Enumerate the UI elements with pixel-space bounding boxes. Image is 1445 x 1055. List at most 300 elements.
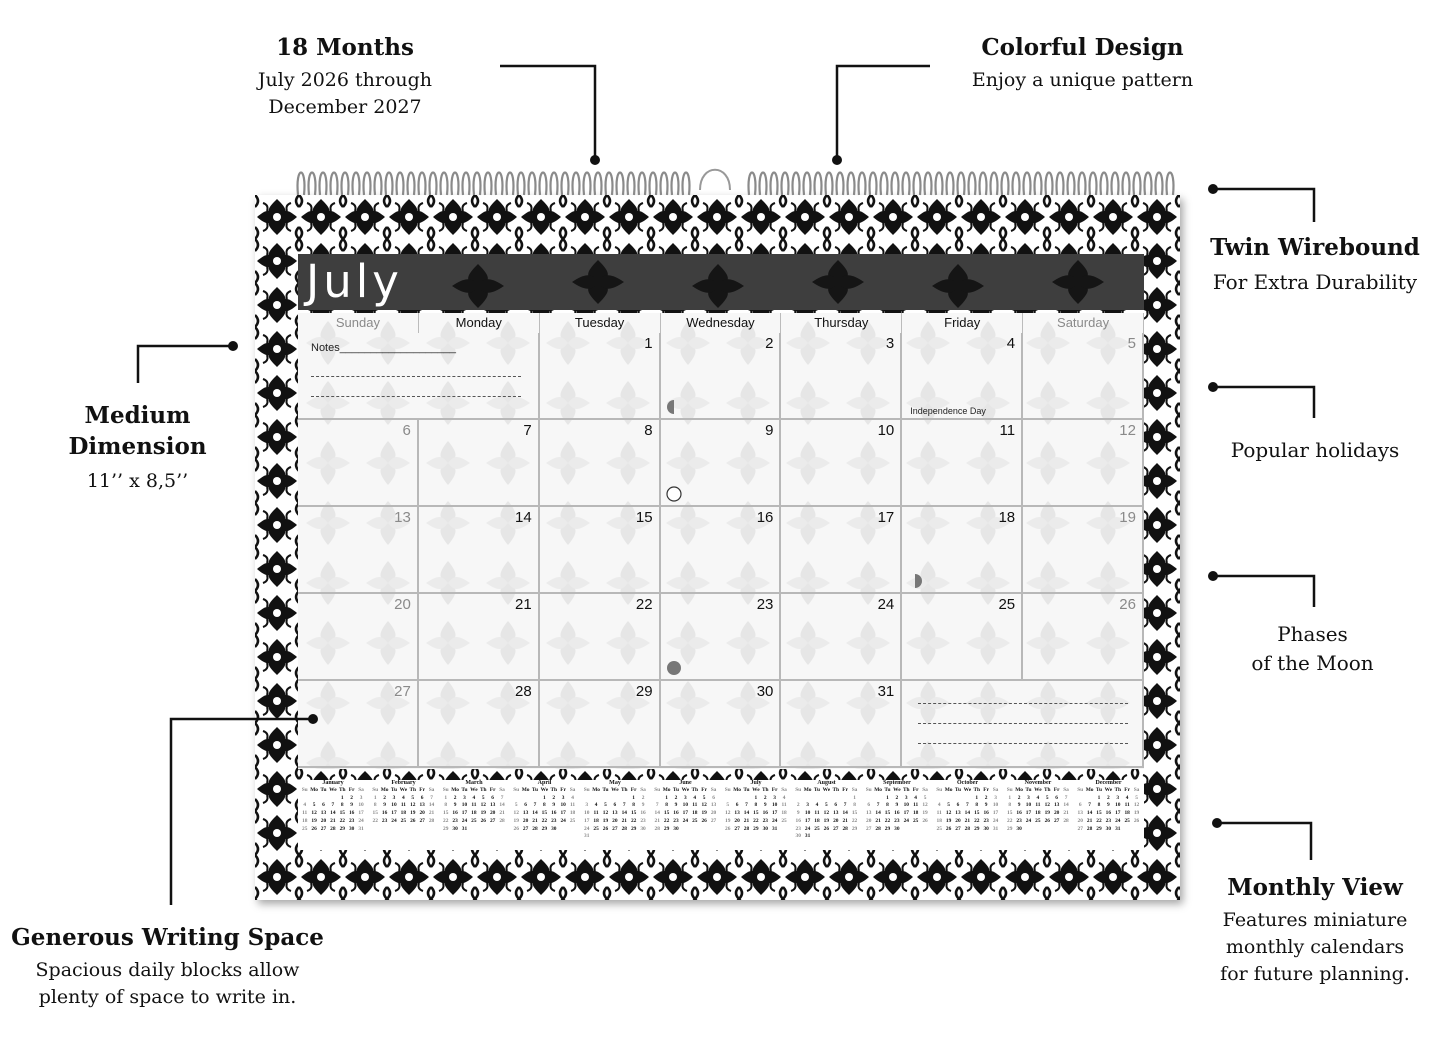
mini-day: 11 xyxy=(302,810,308,817)
mini-weekday: Fr xyxy=(348,787,355,793)
day-number: 28 xyxy=(515,683,532,700)
mini-day: 11 xyxy=(913,802,919,809)
callout-text: Spacious daily blocks allow xyxy=(35,959,300,981)
mini-day: 30 xyxy=(640,825,646,832)
weekday-header: Wednesday xyxy=(661,313,782,333)
day-number: 30 xyxy=(756,683,774,700)
day-number: 3 xyxy=(885,335,895,352)
day-cell[interactable] xyxy=(540,333,661,420)
wire-ring xyxy=(1156,173,1163,196)
mini-day xyxy=(1076,795,1085,803)
mini-day: 26 xyxy=(602,825,609,832)
mini-day: 22 xyxy=(339,817,345,824)
mini-day: 3 xyxy=(994,794,997,801)
mini-day: 18 xyxy=(912,810,919,817)
mini-calendar xyxy=(653,780,719,833)
mini-day xyxy=(1132,826,1141,834)
mini-weekday: Fr xyxy=(560,787,566,793)
callout-colorful-design xyxy=(955,34,1210,94)
mini-day: 21 xyxy=(621,817,627,824)
day-cell[interactable] xyxy=(298,507,419,594)
mini-day: 15 xyxy=(1096,810,1102,817)
mini-day: 2 xyxy=(453,794,457,801)
notes-block[interactable] xyxy=(298,333,540,420)
mini-day: 20 xyxy=(833,817,839,824)
callout-text: Popular holidays xyxy=(1230,438,1400,462)
mini-weekday: Mo xyxy=(310,787,318,793)
month-grid xyxy=(298,313,1144,769)
mini-day: 29 xyxy=(884,825,891,832)
wire-ring xyxy=(1145,173,1152,196)
mini-day: 25 xyxy=(1035,817,1041,824)
mini-day: 7 xyxy=(843,802,847,809)
mini-day: 12 xyxy=(945,810,952,817)
mini-day: 23 xyxy=(551,817,557,824)
mini-day: 12 xyxy=(513,810,519,817)
mini-day xyxy=(512,795,521,803)
mini-day: 9 xyxy=(763,802,767,809)
mini-day: 14 xyxy=(532,810,538,817)
mini-weekday: Th xyxy=(1114,787,1122,793)
mini-day: 28 xyxy=(964,825,971,832)
mini-day: 30 xyxy=(894,825,900,832)
mini-weekday: Mo xyxy=(1085,787,1094,793)
mini-calendar xyxy=(441,780,507,833)
mini-day: 21 xyxy=(875,817,881,824)
day-cell[interactable] xyxy=(419,420,540,507)
mini-day: 2 xyxy=(552,794,556,801)
mini-day: 2 xyxy=(674,794,678,801)
mini-day: 1 xyxy=(373,794,377,801)
mini-day: 23 xyxy=(894,817,900,824)
mini-calendar xyxy=(1005,780,1071,833)
day-cell[interactable] xyxy=(902,333,1023,420)
mini-day: 25 xyxy=(400,817,407,824)
mini-day: 18 xyxy=(593,817,599,824)
mini-day: 3 xyxy=(359,794,363,801)
mini-day: 2 xyxy=(984,794,988,801)
wire-ring xyxy=(936,173,943,196)
mini-weekday: We xyxy=(399,787,408,793)
day-cell[interactable] xyxy=(661,333,782,420)
moon-phase-icon xyxy=(665,659,683,677)
callout-text: for future planning. xyxy=(1220,963,1410,985)
mini-day xyxy=(732,795,741,803)
mini-day xyxy=(690,826,699,834)
mini-month-name: July xyxy=(750,780,762,786)
mini-day: 8 xyxy=(1008,802,1012,809)
mini-weekday: Tu xyxy=(531,787,539,793)
mini-day: 14 xyxy=(621,810,627,817)
mini-day: 28 xyxy=(330,825,336,832)
mini-day: 6 xyxy=(735,802,739,809)
mini-day: 31 xyxy=(804,833,811,840)
mini-weekday: We xyxy=(822,787,831,793)
day-cell[interactable] xyxy=(419,681,540,768)
day-number: 22 xyxy=(635,596,653,613)
callout-text: Features miniature xyxy=(1222,909,1408,931)
mini-day: 2 xyxy=(1107,794,1110,801)
mini-day: 11 xyxy=(471,802,477,809)
wire-ring xyxy=(1167,173,1174,196)
day-cell[interactable] xyxy=(1023,420,1144,507)
mini-weekday: We xyxy=(963,787,972,793)
mini-day: 2 xyxy=(383,794,386,801)
day-cell[interactable] xyxy=(298,420,419,507)
day-cell[interactable] xyxy=(1023,333,1144,420)
mini-day: 2 xyxy=(895,794,899,801)
mini-day: 14 xyxy=(842,810,848,817)
holiday-label: Independence Day xyxy=(910,406,986,416)
mini-day: 9 xyxy=(552,802,556,809)
mini-day: 29 xyxy=(1007,825,1013,832)
mini-day: 10 xyxy=(584,810,590,817)
day-cell[interactable] xyxy=(781,594,902,681)
wire-ring xyxy=(375,173,382,196)
mini-day: 28 xyxy=(842,825,848,832)
mini-weekday: Sa xyxy=(1133,787,1140,793)
day-cell[interactable] xyxy=(540,507,661,594)
mini-weekday: Fr xyxy=(419,787,425,793)
mini-day: 22 xyxy=(541,817,548,824)
day-number: 14 xyxy=(515,509,532,526)
wire-ring xyxy=(749,173,756,196)
wire-ring xyxy=(452,173,459,196)
mini-day: 10 xyxy=(391,802,397,809)
mini-day xyxy=(723,795,732,803)
mini-day: 5 xyxy=(312,802,316,809)
wire-ring xyxy=(518,173,525,196)
mini-weekday: Sa xyxy=(358,787,364,793)
wire-ring xyxy=(1123,173,1130,196)
day-cell[interactable] xyxy=(661,507,782,594)
mini-day: 26 xyxy=(311,825,317,832)
mini-day: 24 xyxy=(461,817,468,824)
mini-day: 31 xyxy=(1115,825,1121,832)
wire-ring xyxy=(650,173,657,196)
mini-day: 5 xyxy=(411,794,415,801)
mini-day: 27 xyxy=(419,817,425,824)
mini-weekday: Sa xyxy=(922,787,928,793)
mini-day: 15 xyxy=(851,810,858,817)
callout-title: 18 Months xyxy=(276,34,414,61)
mini-day: 10 xyxy=(771,802,778,809)
wire-ring xyxy=(958,173,965,196)
mini-day: 3 xyxy=(904,794,908,801)
mini-day: 24 xyxy=(682,817,689,824)
wire-ring xyxy=(1134,173,1141,196)
day-cell[interactable] xyxy=(781,333,902,420)
mini-day: 2 xyxy=(763,794,767,801)
mini-day: 22 xyxy=(884,817,891,824)
day-cell[interactable] xyxy=(902,420,1023,507)
mini-day: 1 xyxy=(444,794,448,801)
mini-day xyxy=(497,826,506,834)
day-number: 7 xyxy=(523,422,532,439)
mini-day: 23 xyxy=(452,817,458,824)
mini-day: 12 xyxy=(922,802,928,809)
mini-day: 2 xyxy=(641,794,645,801)
mini-day: 8 xyxy=(975,802,979,809)
mini-weekday: Fr xyxy=(701,787,707,793)
mini-day: 5 xyxy=(726,802,730,809)
notes-rule xyxy=(311,396,521,397)
day-cell[interactable] xyxy=(298,594,419,681)
mini-weekday: Mo xyxy=(592,787,600,793)
mini-day: 11 xyxy=(400,802,406,809)
day-cell[interactable] xyxy=(1023,507,1144,594)
mini-day xyxy=(840,795,849,803)
mini-day: 29 xyxy=(753,825,759,832)
mini-day: 3 xyxy=(773,794,776,801)
mini-day: 26 xyxy=(945,825,952,832)
day-cell[interactable] xyxy=(902,594,1023,681)
day-number: 1 xyxy=(644,335,653,352)
mini-day xyxy=(479,826,488,834)
moon-phase-icon xyxy=(665,485,683,503)
mini-weekday: Tu xyxy=(1095,787,1103,793)
mini-day: 18 xyxy=(400,810,407,817)
mini-day: 25 xyxy=(471,817,477,824)
mini-day: 19 xyxy=(311,817,317,824)
mini-month-name: March xyxy=(465,780,483,786)
mini-weekday: Sa xyxy=(499,787,505,793)
day-cell[interactable] xyxy=(419,507,540,594)
weekday-header: Saturday xyxy=(1023,313,1144,333)
wire-ring xyxy=(507,173,514,196)
mini-weekday: Mo xyxy=(803,787,812,793)
mini-day: 21 xyxy=(964,817,971,824)
mini-day: 21 xyxy=(743,817,750,824)
wire-ring xyxy=(617,173,624,196)
day-number: 9 xyxy=(765,422,774,439)
wire-ring xyxy=(1101,173,1108,196)
mini-day: 18 xyxy=(1035,810,1041,817)
callout-holidays xyxy=(1210,436,1420,465)
mini-day: 1 xyxy=(632,794,635,801)
mini-day: 20 xyxy=(1053,810,1060,817)
mini-day: 21 xyxy=(1063,810,1069,817)
mini-day: 1 xyxy=(754,794,758,801)
mini-day: 18 xyxy=(936,817,942,824)
header-damask xyxy=(298,254,1144,310)
day-cell[interactable] xyxy=(540,420,661,507)
mini-day xyxy=(779,826,788,834)
wire-ring xyxy=(848,173,855,196)
mini-day: 16 xyxy=(762,810,768,817)
mini-weekday: Su xyxy=(513,787,520,793)
mini-day: 16 xyxy=(348,810,355,817)
mini-day: 22 xyxy=(1096,817,1102,824)
mini-day: 2 xyxy=(1017,794,1021,801)
day-cell[interactable] xyxy=(781,507,902,594)
wire-ring xyxy=(925,173,932,196)
callout-text: plenty of space to write in. xyxy=(38,986,297,1008)
mini-weekday: We xyxy=(893,787,901,793)
mini-day: 27 xyxy=(833,825,839,832)
mini-day xyxy=(850,833,859,841)
mini-day: 4 xyxy=(472,794,476,801)
day-cell[interactable] xyxy=(661,594,782,681)
day-cell[interactable] xyxy=(298,681,419,768)
mini-day: 5 xyxy=(947,802,950,809)
mini-month-name: February xyxy=(391,780,416,786)
mini-day: 25 xyxy=(593,825,599,832)
mini-weekday: Fr xyxy=(489,787,496,793)
day-number: 5 xyxy=(1127,335,1136,352)
mini-day: 22 xyxy=(372,817,378,824)
mini-day: 6 xyxy=(867,802,871,809)
mini-day: 11 xyxy=(814,810,820,817)
mini-day: 20 xyxy=(489,810,496,817)
mini-day: 6 xyxy=(613,802,617,809)
wire-ring xyxy=(1068,173,1075,196)
mini-day: 1 xyxy=(543,794,546,801)
mini-day: 19 xyxy=(1133,810,1140,817)
day-number: 17 xyxy=(877,509,895,526)
extra-notes-block[interactable] xyxy=(902,681,1144,768)
mini-day xyxy=(699,826,708,834)
mini-day: 13 xyxy=(710,802,717,809)
mini-day: 17 xyxy=(682,810,689,817)
mini-calendar xyxy=(300,780,366,833)
wire-ring xyxy=(298,173,305,196)
mini-day: 12 xyxy=(725,810,731,817)
mini-day: 26 xyxy=(1133,817,1140,824)
mini-weekday: Th xyxy=(902,787,910,793)
day-cell[interactable] xyxy=(1023,594,1144,681)
mini-day: 4 xyxy=(571,794,574,801)
mini-weekday: Th xyxy=(973,787,981,793)
day-number: 15 xyxy=(635,509,653,526)
mini-day xyxy=(911,826,920,834)
mini-day: 25 xyxy=(302,825,308,832)
day-cell[interactable] xyxy=(661,681,782,768)
callout-text: 11’’ x 8,5’’ xyxy=(86,470,189,492)
day-cell[interactable] xyxy=(540,594,661,681)
mini-day: 19 xyxy=(480,810,486,817)
mini-day: 19 xyxy=(1044,810,1050,817)
mini-day: 5 xyxy=(1135,794,1138,801)
mini-day: 13 xyxy=(612,810,618,817)
mini-day: 20 xyxy=(419,810,425,817)
mini-day: 17 xyxy=(584,817,590,824)
mini-day: 20 xyxy=(522,817,529,824)
day-number: 6 xyxy=(402,422,411,439)
mini-day: 8 xyxy=(340,802,344,809)
mini-day xyxy=(488,826,497,834)
mini-day: 9 xyxy=(350,802,353,809)
day-cell[interactable] xyxy=(661,420,782,507)
day-number: 11 xyxy=(999,422,1016,439)
mini-weekday: Tu xyxy=(320,787,327,793)
wire-ring xyxy=(793,173,800,196)
callout-text: monthly calendars xyxy=(1225,936,1405,958)
mini-day xyxy=(568,826,577,834)
mini-day: 3 xyxy=(392,794,396,801)
mini-day: 26 xyxy=(513,825,519,832)
wire-ring xyxy=(1035,173,1042,196)
mini-day: 5 xyxy=(514,802,518,809)
mini-day: 23 xyxy=(762,817,768,824)
mini-day xyxy=(309,795,318,803)
mini-day: 19 xyxy=(945,817,952,824)
mini-weekday: We xyxy=(470,787,478,793)
mini-day: 15 xyxy=(753,810,759,817)
day-number: 27 xyxy=(394,683,411,700)
day-number: 29 xyxy=(635,683,653,700)
notes-rule xyxy=(918,703,1128,704)
wire-ring xyxy=(826,173,833,196)
mini-weekday: Su xyxy=(372,787,379,793)
day-cell[interactable] xyxy=(781,420,902,507)
wire-ring xyxy=(430,173,437,196)
mini-day: 27 xyxy=(1053,817,1060,824)
mini-day: 1 xyxy=(1008,794,1012,801)
mini-day xyxy=(1024,826,1033,834)
day-cell[interactable] xyxy=(902,507,1023,594)
mini-day xyxy=(1085,795,1094,803)
mini-day: 21 xyxy=(532,817,538,824)
mini-day: 8 xyxy=(665,802,668,809)
mini-day: 24 xyxy=(903,817,909,824)
mini-day: 17 xyxy=(804,817,811,824)
mini-day xyxy=(812,833,821,841)
mini-weekday: Mo xyxy=(380,787,389,793)
day-cell[interactable] xyxy=(781,681,902,768)
mini-day: 6 xyxy=(420,794,424,801)
mini-day: 5 xyxy=(1045,794,1049,801)
mini-weekday: Sa xyxy=(640,787,646,793)
mini-day: 8 xyxy=(1097,802,1101,809)
mini-day: 31 xyxy=(992,825,999,832)
mini-day: 9 xyxy=(796,810,800,817)
mini-day xyxy=(328,795,337,803)
callout-text: Phases xyxy=(1277,622,1348,646)
mini-day: 8 xyxy=(632,802,635,809)
mini-day: 12 xyxy=(410,802,416,809)
mini-day: 4 xyxy=(1036,794,1040,801)
callout-text: December 2027 xyxy=(268,96,422,118)
mini-day: 26 xyxy=(410,817,416,824)
mini-day: 4 xyxy=(937,802,941,809)
mini-day xyxy=(653,795,662,803)
mini-day: 13 xyxy=(522,810,529,817)
mini-day: 11 xyxy=(936,810,942,817)
day-number: 31 xyxy=(877,683,895,700)
mini-weekday: Su xyxy=(795,787,802,793)
mini-day: 28 xyxy=(1063,817,1069,824)
callout-title: Twin Wirebound xyxy=(1210,234,1420,261)
mini-day: 17 xyxy=(1115,810,1121,817)
notes-rule xyxy=(311,376,521,377)
callout-moon xyxy=(1220,620,1405,678)
day-cell[interactable] xyxy=(419,594,540,681)
mini-weekday: Su xyxy=(654,787,661,793)
mini-day: 7 xyxy=(430,794,433,801)
mini-day: 22 xyxy=(630,817,637,824)
wire-ring xyxy=(595,173,602,196)
mini-day xyxy=(1052,826,1061,834)
wire-ring xyxy=(397,173,404,196)
wire-ring xyxy=(353,173,360,196)
mini-day: 30 xyxy=(983,825,989,832)
wire-ring xyxy=(1090,173,1097,196)
day-cell[interactable] xyxy=(540,681,661,768)
mini-weekday: Th xyxy=(832,787,840,793)
wire-ring xyxy=(584,173,591,196)
mini-day: 25 xyxy=(1124,817,1130,824)
